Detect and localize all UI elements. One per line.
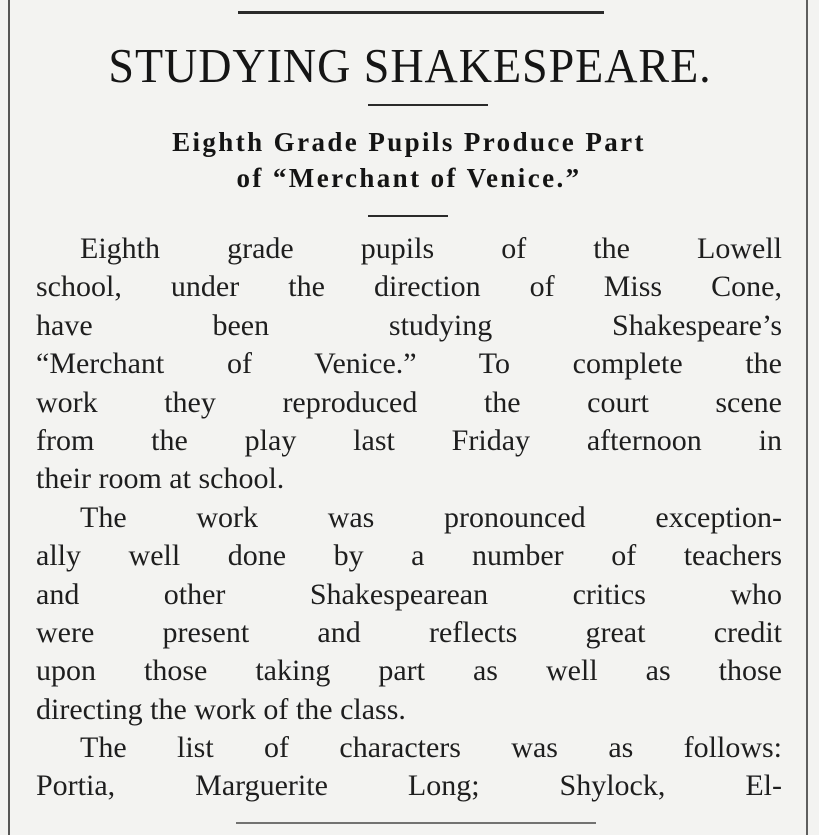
text-line: were present and reflects great credit <box>36 615 782 649</box>
text-line: Portia, Marguerite Long; Shylock, El- <box>36 769 782 803</box>
text-line: directing the work of the class. <box>36 692 406 726</box>
text-line: their room at school. <box>36 462 285 496</box>
text-line: have been studying Shakespeare’s <box>36 308 782 342</box>
text-line: Eighth grade pupils of the Lowell <box>80 232 782 265</box>
text-line: from the play last Friday afternoon in <box>36 423 782 457</box>
subheadline-line: of “Merchant of Venice.” <box>236 163 582 193</box>
headline: STUDYING SHAKESPEARE. <box>108 38 712 93</box>
text-line: work they reproduced the court scene <box>36 385 782 419</box>
text-line: “Merchant of Venice.” To complete the <box>36 347 782 381</box>
text-line: and other Shakespearean critics who <box>36 577 782 611</box>
column-rule-left <box>8 0 10 835</box>
subhead-divider-rule <box>368 215 448 217</box>
paragraph <box>36 230 782 499</box>
article-body <box>36 230 782 806</box>
text-line: school, under the direction of Miss Cone, <box>36 270 782 304</box>
column-rule-right <box>806 0 808 835</box>
subheadline <box>24 124 794 196</box>
paragraph <box>36 499 782 729</box>
text-line: ally well done by a number of teachers <box>36 539 782 573</box>
text-line: The list of characters was as follows: <box>80 731 782 765</box>
paragraph <box>36 729 782 806</box>
top-divider-rule <box>238 11 604 14</box>
text-line: upon those taking part as well as those <box>36 654 782 688</box>
headline-divider-rule <box>368 104 488 106</box>
text-line: The work was pronounced exception- <box>80 500 782 534</box>
subheadline-line: Eighth Grade Pupils Produce Part <box>172 127 646 157</box>
bottom-divider-rule <box>236 822 596 824</box>
